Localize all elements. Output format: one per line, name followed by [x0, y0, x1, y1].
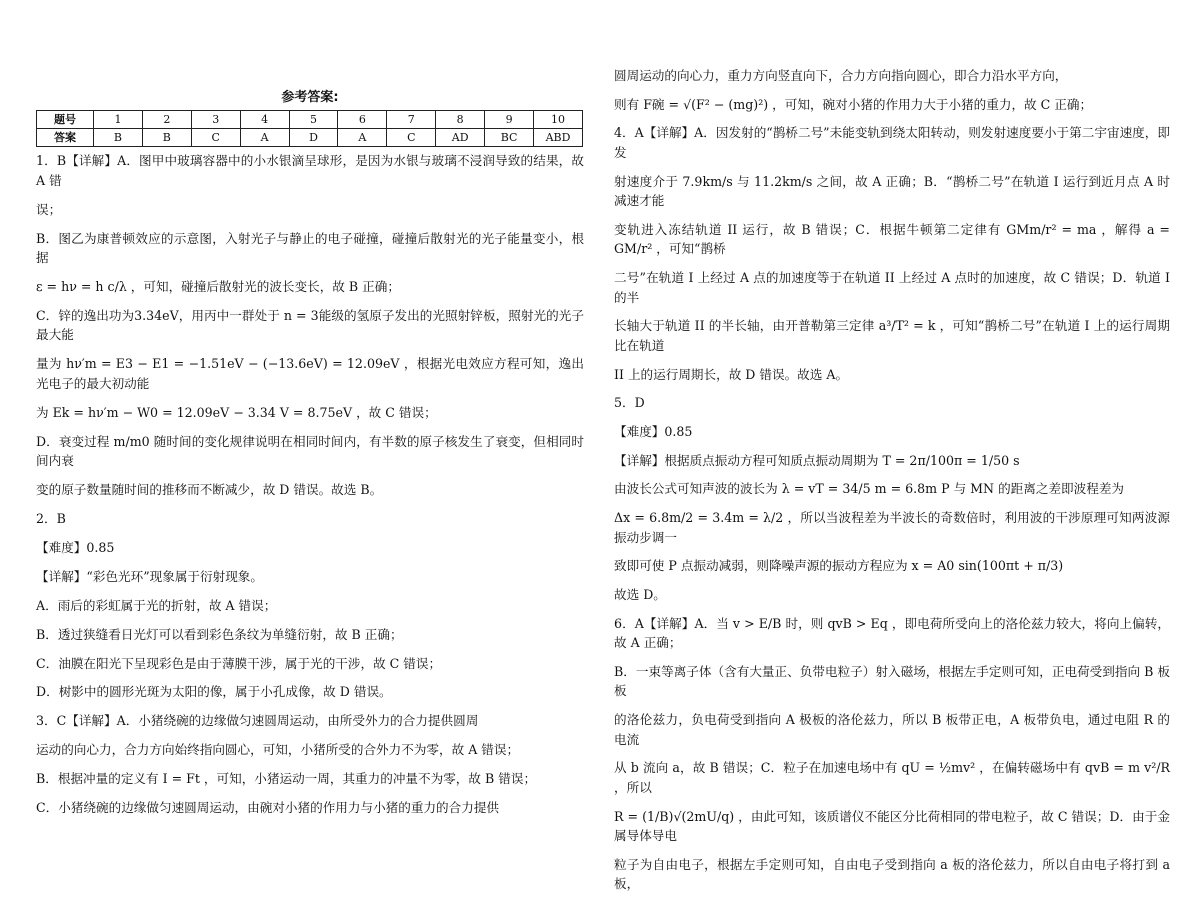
answer-cell: B	[142, 129, 191, 147]
explanation-line: 误；	[36, 201, 62, 217]
answer-cell: B	[94, 129, 143, 147]
explanation-line: B．图乙为康普顿效应的示意图，入射光子与静止的电子碰撞，碰撞后散射光的光子能量变小，根据	[36, 230, 584, 266]
explanation-line: 为 Ek = hν′m − W0 = 12.09eV − 3.34 V = 8.75eV ，故 C 错误；	[36, 404, 437, 420]
explanation-line: D．树影中的圆形光斑为太阳的像，属于小孔成像，故 D 错误。	[36, 684, 392, 700]
explanation-line: R = (1/B)√(2mU/q) ，由此可知，该质谱仪不能区分比荷相同的带电粒子，故 C 错误；D．由于金属导体导电	[614, 808, 1170, 844]
question-number: 5	[289, 111, 338, 129]
answer-cell: A	[240, 129, 289, 147]
explanation-line: 二号”在轨道 I 上经过 A 点的加速度等于在轨道 II 上经过 A 点时的加速度，故 C 错误；D．轨道 I 的半	[614, 270, 1170, 305]
explanation-line: ε = hν = h c/λ ，可知，碰撞后散射光的波长变长，故 B 正确；	[36, 278, 400, 294]
explanation-line: 【详解】“彩色光环”现象属于衍射现象。	[36, 568, 263, 584]
explanation-line: 3．C【详解】A．小猪绕碗的边缘做匀速圆周运动，由所受外力的合力提供圆周	[36, 713, 479, 729]
explanation-line: 变轨进入冻结轨道 II 运行，故 B 错误；C．根据牛顿第二定律有 GMm/r² = ma ，解得 a = GM/r² ，可知“鹊桥	[614, 221, 1170, 257]
explanation-line: 【难度】0.85	[614, 423, 693, 439]
explanation-line: 2．B	[36, 510, 66, 526]
explanation-line: B．一束等离子体（含有大量正、负带电粒子）射入磁场，根据左手定则可知，正电荷受到指向 B 板板	[614, 663, 1170, 699]
explanation-line: 圆周运动的向心力，重力方向竖直向下，合力方向指向圆心，即合力沿水平方向，	[614, 68, 1068, 83]
answer-cell: BC	[485, 129, 534, 147]
explanation-line: 则有 F碗 = √(F² − (mg)²) ，可知，碗对小猪的作用力大于小猪的重力，故 C 正确；	[614, 96, 1093, 112]
answer-title: 参考答案:	[281, 90, 339, 105]
explanation-line: C．油膜在阳光下呈现彩色是由于薄膜干涉，属于光的干涉，故 C 错误；	[36, 655, 442, 671]
question-number: 4	[240, 111, 289, 129]
explanation-line: 故选 D。	[614, 586, 666, 602]
explanation-line: 6．A【详解】A．当 v > E/B 时，则 qvB > Eq ，即电荷所受向上的洛伦兹力较大，将向上偏转，故 A 正确；	[614, 615, 1170, 651]
explanation-line: 致即可使 P 点振动减弱，则降噪声源的振动方程应为 x = A0 sin(100πt + π/3)	[614, 558, 1064, 574]
explanation-line: B．根据冲量的定义有 I = Ft ，可知，小猪运动一周，其重力的冲量不为零，故 B 错误；	[36, 771, 537, 787]
answer-cell: ABD	[534, 129, 583, 147]
explanation-line: 从 b 流向 a，故 B 错误；C．粒子在加速电场中有 qU = ½mv² ，在偏转磁场中有 qvB = m v²/R ，所以	[614, 760, 1170, 795]
explanation-line: II 上的运行周期长，故 D 错误。故选 A。	[614, 366, 849, 382]
explanation-line: 长轴大于轨道 II 的半长轴，由开普勒第三定律 a³/T² = k ，可知“鹊桥二号”在轨道 I 上的运行周期比在轨道	[614, 318, 1170, 353]
explanation-line: 1．B【详解】A．图甲中玻璃容器中的小水银滴呈球形，是因为水银与玻璃不浸润导致的结果，故 A 错	[36, 153, 584, 188]
question-number: 8	[436, 111, 485, 129]
answer-cell: C	[387, 129, 436, 147]
answer-cell: D	[289, 129, 338, 147]
explanation-line: C．锌的逸出功为3.34eV，用丙中一群处于 n = 3能级的氢原子发出的光照射锌板，照射光的光子最大能	[36, 307, 584, 343]
explanation-line: 【详解】根据质点振动方程可知质点振动周期为 T = 2π/100π = 1/50 s	[614, 452, 1020, 468]
question-number: 2	[142, 111, 191, 129]
answer-cell: A	[338, 129, 387, 147]
answer-table-number-row	[37, 111, 583, 129]
explanation-line: 粒子为自由电子，根据左手定则可知，自由电子受到指向 a 板的洛伦兹力，所以自由电子将打到 a 板，	[614, 856, 1170, 892]
explanation-line: 【难度】0.85	[36, 539, 115, 555]
question-number: 7	[387, 111, 436, 129]
question-number: 10	[534, 111, 583, 129]
question-number-header: 题号	[37, 111, 94, 129]
answer-header: 答案	[37, 129, 94, 147]
explanation-line: C．小猪绕碗的边缘做匀速圆周运动，由碗对小猪的作用力与小猪的重力的合力提供	[36, 800, 500, 816]
explanation-line: A．雨后的彩虹属于光的折射，故 A 错误；	[36, 597, 277, 613]
explanation-line: D．衰变过程 m/m0 随时间的变化规律说明在相同时间内，有半数的原子核发生了衰变，但相同时间内衰	[36, 433, 584, 469]
question-number: 9	[485, 111, 534, 129]
explanation-line: 变的原子数量随时间的推移而不断减少，故 D 错误。故选 B。	[36, 482, 383, 498]
question-number: 3	[191, 111, 240, 129]
answer-cell: AD	[436, 129, 485, 147]
answer-table	[36, 110, 583, 147]
explanation-line: 量为 hν′m = E3 − E1 = −1.51eV − (−13.6eV) = 12.09eV ，根据光电效应方程可知，逸出光电子的最大初动能	[36, 356, 584, 391]
answer-cell: C	[191, 129, 240, 147]
explanation-line: 由波长公式可知声波的波长为 λ = vT = 34/5 m = 6.8m P 与 MN 的距离之差即波程差为	[614, 481, 1125, 497]
explanation-line: 4．A【详解】A．因发射的“鹊桥二号”未能变轨到绕太阳转动，则发射速度要小于第二宇宙速度，即发	[614, 125, 1170, 160]
explanation-line: 运动的向心力，合力方向始终指向圆心，可知，小猪所受的合外力不为零，故 A 错误；	[36, 742, 520, 758]
answer-table-answer-row	[37, 129, 583, 147]
explanation-line: 射速度介于 7.9km/s 与 11.2km/s 之间，故 A 正确；B．“鹊桥二号”在轨道 I 运行到近月点 A 时减速才能	[614, 173, 1170, 209]
explanation-line: 的洛伦兹力，负电荷受到指向 A 极板的洛伦兹力，所以 B 板带正电，A 板带负电，通过电阻 R 的电流	[614, 712, 1170, 747]
left-explanations	[36, 151, 584, 817]
left-column	[36, 88, 584, 827]
question-number: 6	[338, 111, 387, 129]
explanation-line: 5．D	[614, 395, 645, 411]
question-number: 1	[94, 111, 143, 129]
explanation-line: B．透过狭缝看日光灯可以看到彩色条纹为单缝衍射，故 B 正确；	[36, 626, 403, 642]
right-column	[614, 66, 1170, 903]
explanation-line: Δx = 6.8m/2 = 3.4m = λ/2 ，所以当波程差为半波长的奇数倍时，利用波的干涉原理可知两波源振动步调一	[614, 510, 1170, 545]
